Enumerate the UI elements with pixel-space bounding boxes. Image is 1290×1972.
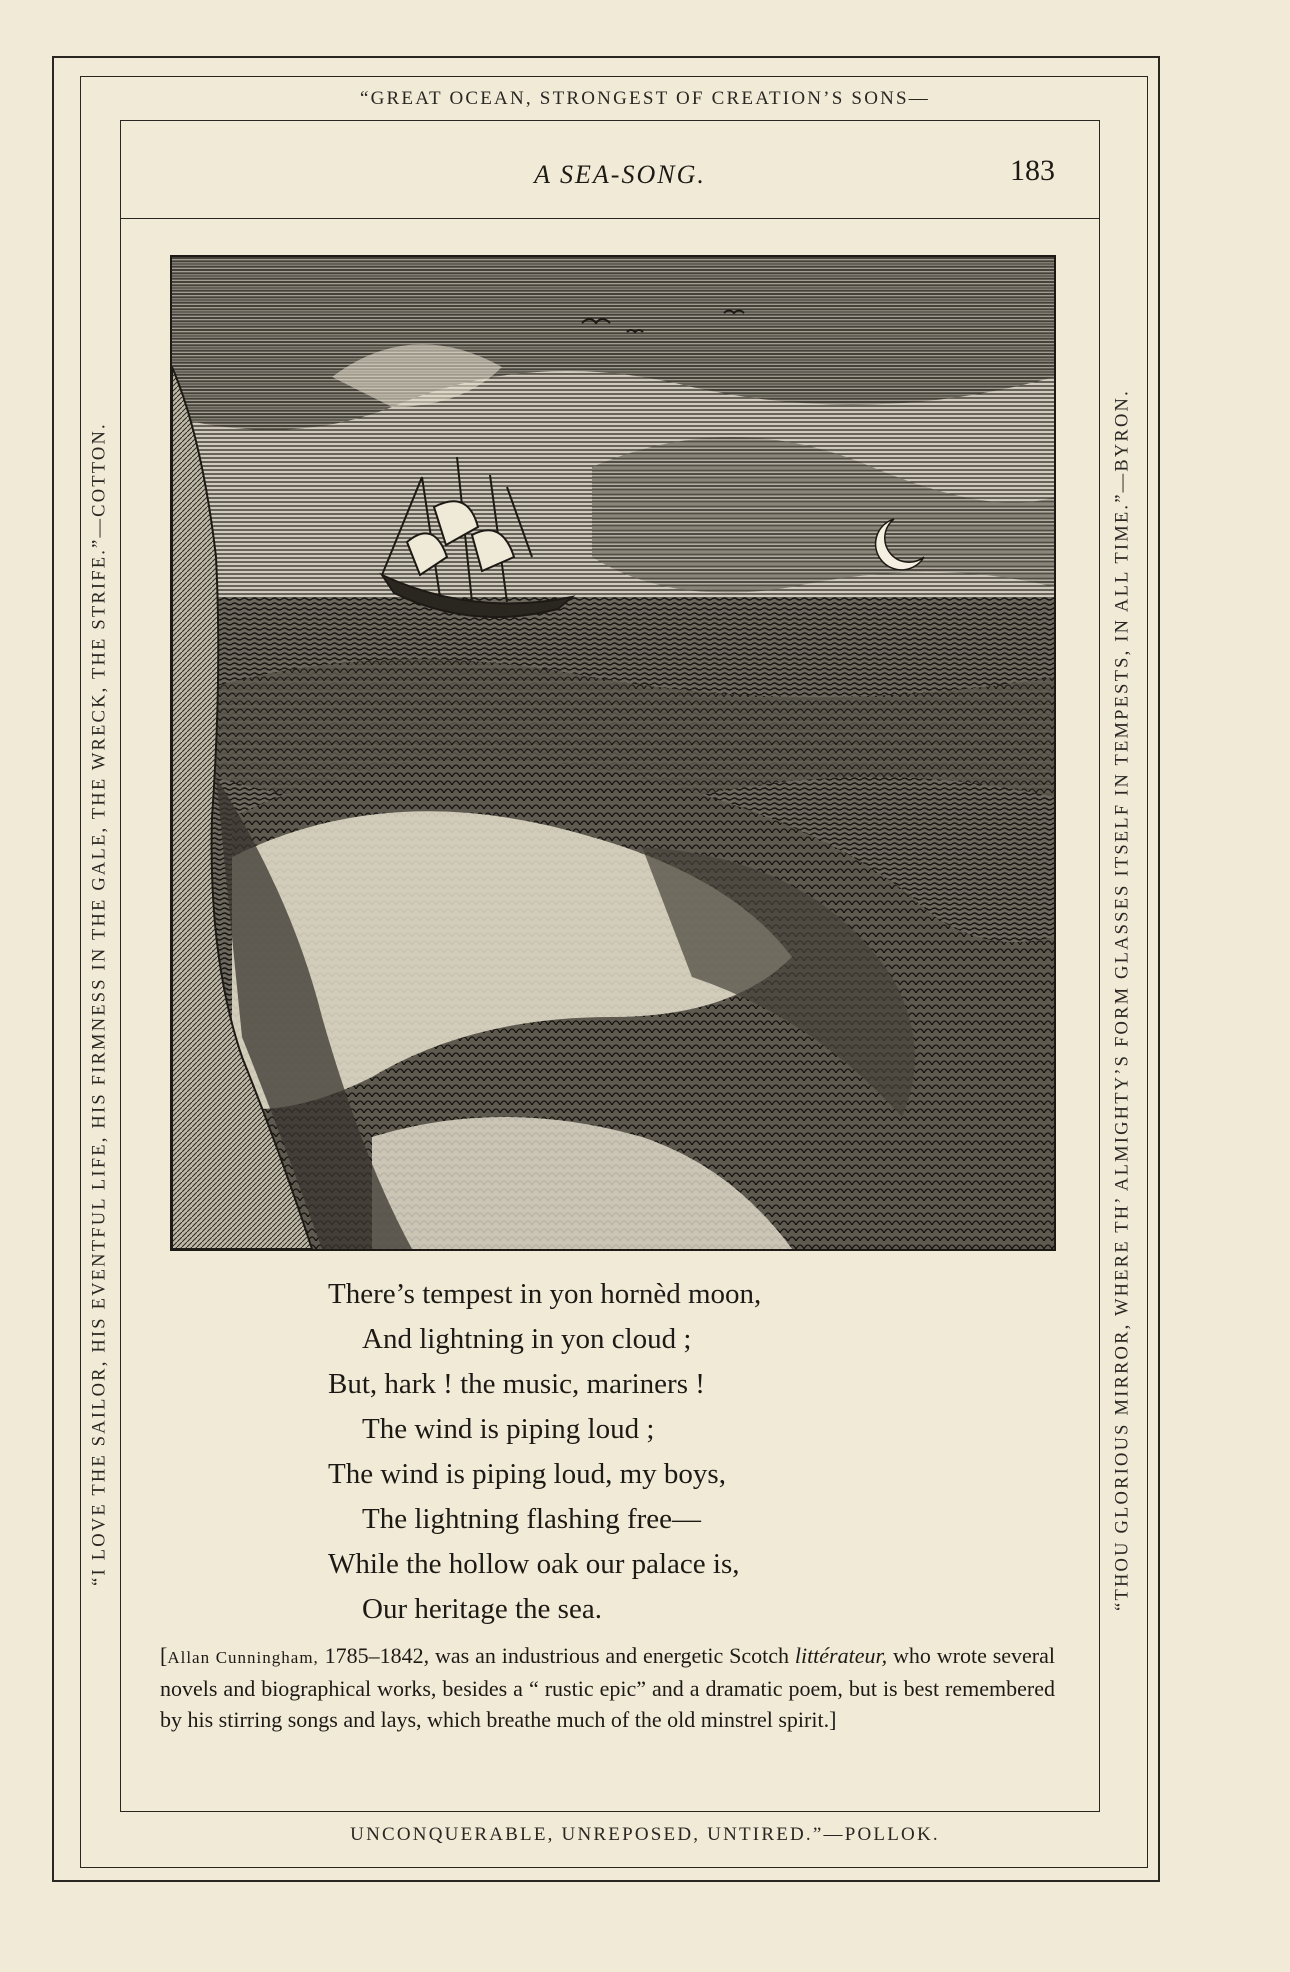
note-open-bracket: [ (160, 1643, 168, 1668)
poem-line: The wind is piping loud, my boys, (328, 1458, 726, 1490)
note-text-continued: who wrote several novels and biographical works, besides a “ rustic epic” and a dramatic poem, but is best remembered by his stirring songs and lays, which breathe much of the old minstrel spirit.] (160, 1643, 1055, 1732)
border-quote-left: “I LOVE THE SAILOR, HIS EVENTFUL LIFE, HIS FIRMNESS IN THE GALE, THE WRECK, THE STRIFE.”—COTTON. (89, 422, 110, 1586)
border-quote-bottom: UNCONQUERABLE, UNREPOSED, UNTIRED.”—POLLOK. (350, 1824, 940, 1845)
poem-line: There’s tempest in yon hornèd moon, (328, 1278, 762, 1310)
poem-line: And lightning in yon cloud ; (362, 1323, 692, 1355)
storm-ship-engraving (170, 255, 1056, 1251)
running-title: A SEA-SONG. (534, 160, 706, 189)
note-italic-term: littérateur, (794, 1643, 888, 1668)
poem-line: The wind is piping loud ; (362, 1413, 655, 1445)
border-quote-right: “THOU GLORIOUS MIRROR, WHERE TH’ ALMIGHTY’S FORM GLASSES ITSELF IN TEMPESTS, IN ALL TIME.”—BYRON. (1112, 389, 1133, 1611)
poem (328, 1272, 761, 1632)
poem-line: The lightning flashing free— (362, 1503, 702, 1535)
poem-line: Our heritage the sea. (362, 1593, 602, 1625)
page-number: 183 (1010, 154, 1055, 187)
biographical-note (160, 1640, 1055, 1735)
note-author-name: Allan Cunningham, (167, 1648, 319, 1667)
poem-line: But, hark ! the music, mariners ! (328, 1368, 705, 1400)
border-quote-top: “GREAT OCEAN, STRONGEST OF CREATION’S SONS— (360, 88, 930, 109)
note-text: 1785–1842, was an industrious and energetic Scotch (318, 1643, 795, 1668)
header-rule (120, 218, 1100, 219)
poem-line: While the hollow oak our palace is, (328, 1548, 740, 1580)
